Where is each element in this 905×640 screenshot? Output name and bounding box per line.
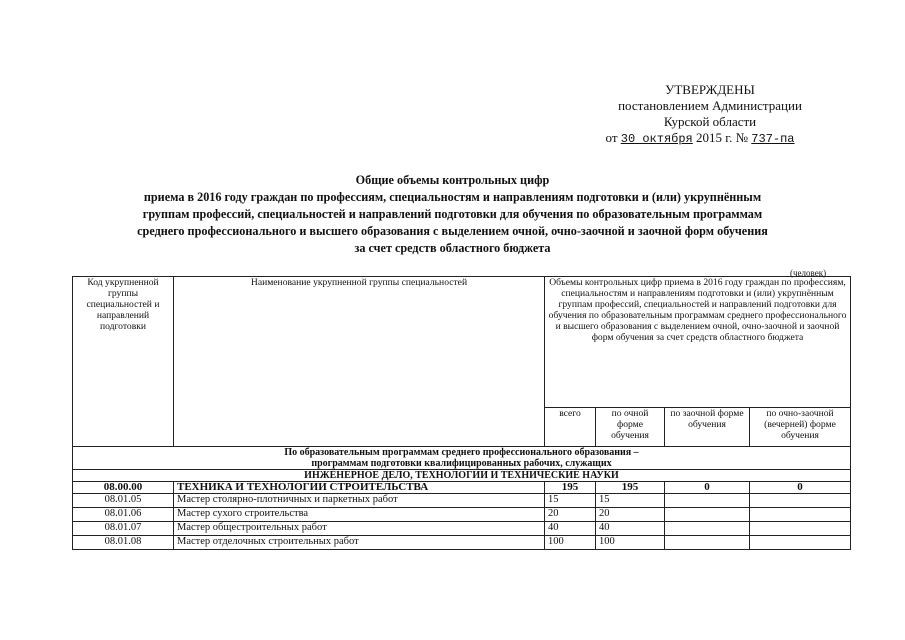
header-name: Наименование укрупненной группы специальностей xyxy=(174,277,545,447)
row-total: 20 xyxy=(545,508,596,522)
approval-block xyxy=(560,82,860,147)
category-row xyxy=(73,470,851,482)
approval-title: УТВЕРЖДЕНЫ xyxy=(665,82,755,97)
row-correspondence xyxy=(665,508,750,522)
row-parttime xyxy=(750,494,851,508)
row-total: 100 xyxy=(545,536,596,550)
group-fulltime: 195 xyxy=(596,482,665,494)
title-line-2: приема в 2016 году граждан по профессиям, специальностям и направлениям подготовки и (или) укрупнённым xyxy=(143,190,762,204)
date-day-month: 30 октября xyxy=(620,132,693,146)
category-title: ИНЖЕНЕРНОЕ ДЕЛО, ТЕХНОЛОГИИ И ТЕХНИЧЕСКИЕ НАУКИ xyxy=(73,470,851,482)
row-fulltime: 15 xyxy=(596,494,665,508)
row-correspondence xyxy=(665,522,750,536)
header-volume: Объемы контрольных цифр приема в 2016 году граждан по профессиям, специальностям и направлениям подготовки и (или) укрупнённым группам профессий, специальностей и направлений подготовки для обучения по образовательным программам среднего профессионального и высшего образования с выделением очной, очно-заочной и заочной форм обучения за счет средств областного бюджета xyxy=(545,277,851,408)
group-code: 08.00.00 xyxy=(73,482,174,494)
table-row xyxy=(73,494,851,508)
row-total: 40 xyxy=(545,522,596,536)
approval-date-line xyxy=(550,130,850,147)
section-title xyxy=(73,447,851,470)
row-name: Мастер сухого строительства xyxy=(174,508,545,522)
row-total: 15 xyxy=(545,494,596,508)
subheader-fulltime: по очной форме обучения xyxy=(596,408,665,447)
row-parttime xyxy=(750,522,851,536)
row-fulltime: 40 xyxy=(596,522,665,536)
title-line-5: за счет средств областного бюджета xyxy=(354,241,551,255)
group-correspondence: 0 xyxy=(665,482,750,494)
approval-issuer: постановлением Администрации xyxy=(618,98,802,113)
table-row xyxy=(73,536,851,550)
header-code: Код укрупненной группы специальностей и направлений подготовки xyxy=(73,277,174,447)
row-parttime xyxy=(750,536,851,550)
row-parttime xyxy=(750,508,851,522)
subheader-parttime: по очно-заочной (вечерней) форме обучения xyxy=(750,408,851,447)
row-fulltime: 20 xyxy=(596,508,665,522)
group-row xyxy=(73,482,851,494)
group-name: ТЕХНИКА И ТЕХНОЛОГИИ СТРОИТЕЛЬСТВА xyxy=(174,482,545,494)
row-fulltime: 100 xyxy=(596,536,665,550)
header-row xyxy=(73,277,851,408)
row-code: 08.01.05 xyxy=(73,494,174,508)
row-code: 08.01.06 xyxy=(73,508,174,522)
subheader-total: всего xyxy=(545,408,596,447)
date-prefix: от xyxy=(605,130,618,145)
row-name: Мастер отделочных строительных работ xyxy=(174,536,545,550)
approval-region: Курской области xyxy=(663,114,757,129)
admission-table xyxy=(72,276,851,550)
table-row xyxy=(73,522,851,536)
document-number: 737-па xyxy=(751,132,795,146)
date-year: 2015 г. № xyxy=(696,130,749,145)
unit-label: (человек) xyxy=(790,268,827,278)
subheader-correspondence: по заочной форме обучения xyxy=(665,408,750,447)
row-correspondence xyxy=(665,536,750,550)
title-line-4: среднего профессионального и высшего образования с выделением очной, очно-заочной и заочной форм обучения xyxy=(137,224,768,238)
group-parttime: 0 xyxy=(750,482,851,494)
title-line-3: группам профессий, специальностей и направлений подготовки для обучения по образовательным программам xyxy=(142,207,763,221)
group-total: 195 xyxy=(545,482,596,494)
row-code: 08.01.07 xyxy=(73,522,174,536)
row-code: 08.01.08 xyxy=(73,536,174,550)
section-title-line-2: программам подготовки квалифицированных рабочих, служащих xyxy=(311,458,612,469)
row-correspondence xyxy=(665,494,750,508)
document-title xyxy=(60,172,845,257)
row-name: Мастер столярно-плотничных и паркетных работ xyxy=(174,494,545,508)
row-name: Мастер общестроительных работ xyxy=(174,522,545,536)
table-row xyxy=(73,508,851,522)
section-title-line-1: По образовательным программам среднего профессионального образования – xyxy=(284,447,639,458)
section-row xyxy=(73,447,851,470)
title-line-1: Общие объемы контрольных цифр xyxy=(355,173,550,187)
